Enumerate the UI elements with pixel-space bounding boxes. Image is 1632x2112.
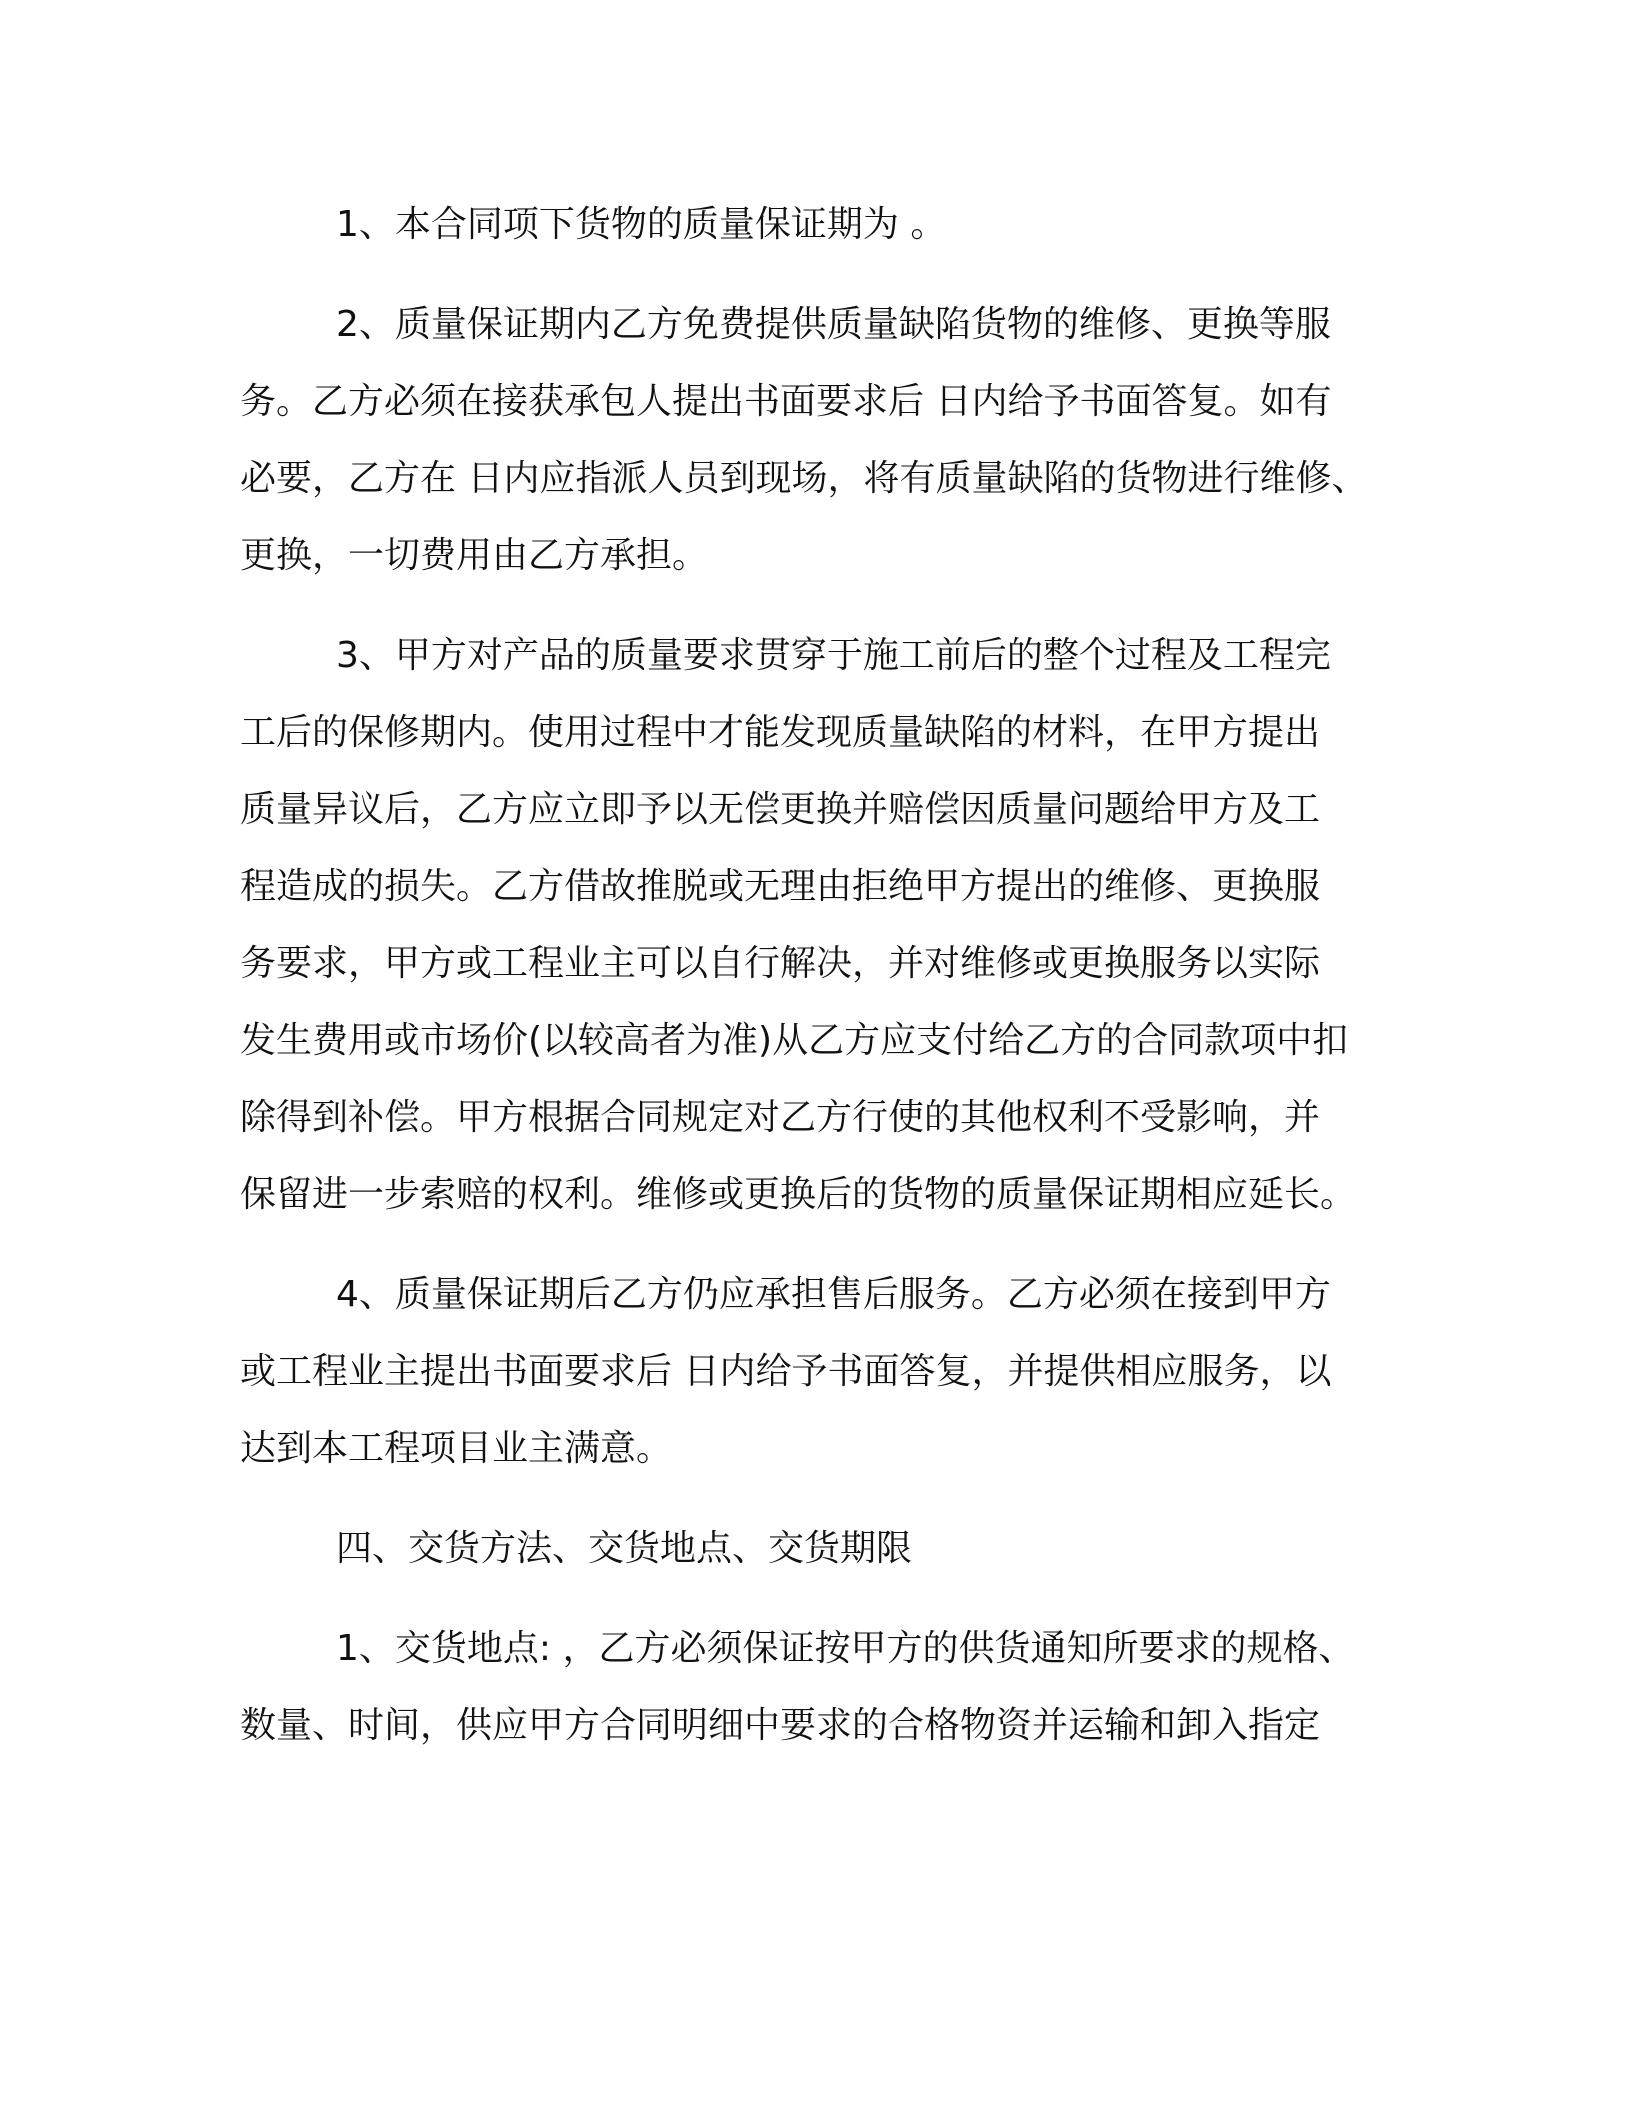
paragraph-line: 保留进一步索赔的权利。维修或更换后的货物的质量保证期相应延长。 xyxy=(240,1174,1357,1215)
paragraph-line: 务要求，甲方或工程业主可以自行解决，并对维修或更换服务以实际 xyxy=(240,943,1321,984)
section-heading xyxy=(240,1510,1390,1587)
paragraph-line: 3、甲方对产品的质量要求贯穿于施工前后的整个过程及工程完 xyxy=(336,635,1331,676)
paragraph-line: 质量异议后，乙方应立即予以无偿更换并赔偿因质量问题给甲方及工 xyxy=(240,789,1321,830)
paragraph-line: 2、质量保证期内乙方免费提供质量缺陷货物的维修、更换等服 xyxy=(336,304,1331,345)
paragraph-line: 务。乙方必须在接获承包人提出书面要求后 日内给予书面答复。如有 xyxy=(240,381,1332,422)
paragraph-line: 1、本合同项下货物的质量保证期为 。 xyxy=(336,204,947,245)
paragraph-line: 数量、时间，供应甲方合同明细中要求的合格物资并运输和卸入指定 xyxy=(240,1705,1321,1746)
paragraph-1 xyxy=(240,186,1390,263)
paragraph-line: 必要，乙方在 日内应指派人员到现场，将有质量缺陷的货物进行维修、 xyxy=(240,458,1368,499)
document-body xyxy=(240,186,1390,1787)
paragraph-2 xyxy=(240,286,1390,594)
paragraph-3 xyxy=(240,617,1390,1233)
paragraph-line: 或工程业主提出书面要求后 日内给予书面答复，并提供相应服务，以 xyxy=(240,1351,1332,1392)
section-heading-text: 四、交货方法、交货地点、交货期限 xyxy=(336,1528,913,1569)
paragraph-line: 程造成的损失。乙方借故推脱或无理由拒绝甲方提出的维修、更换服 xyxy=(240,866,1321,907)
paragraph-line: 更换，一切费用由乙方承担。 xyxy=(240,535,709,576)
paragraph-6 xyxy=(240,1610,1390,1764)
paragraph-line: 4、质量保证期后乙方仍应承担售后服务。乙方必须在接到甲方 xyxy=(336,1274,1331,1315)
paragraph-line: 除得到补偿。甲方根据合同规定对乙方行使的其他权利不受影响，并 xyxy=(240,1097,1321,1138)
paragraph-line: 达到本工程项目业主满意。 xyxy=(240,1428,673,1469)
paragraph-line: 工后的保修期内。使用过程中才能发现质量缺陷的材料，在甲方提出 xyxy=(240,712,1321,753)
paragraph-4 xyxy=(240,1256,1390,1487)
paragraph-line: 1、交货地点: ，乙方必须保证按甲方的供货通知所要求的规格、 xyxy=(336,1628,1355,1669)
paragraph-line: 发生费用或市场价(以较高者为准)从乙方应支付给乙方的合同款项中扣 xyxy=(240,1020,1349,1061)
